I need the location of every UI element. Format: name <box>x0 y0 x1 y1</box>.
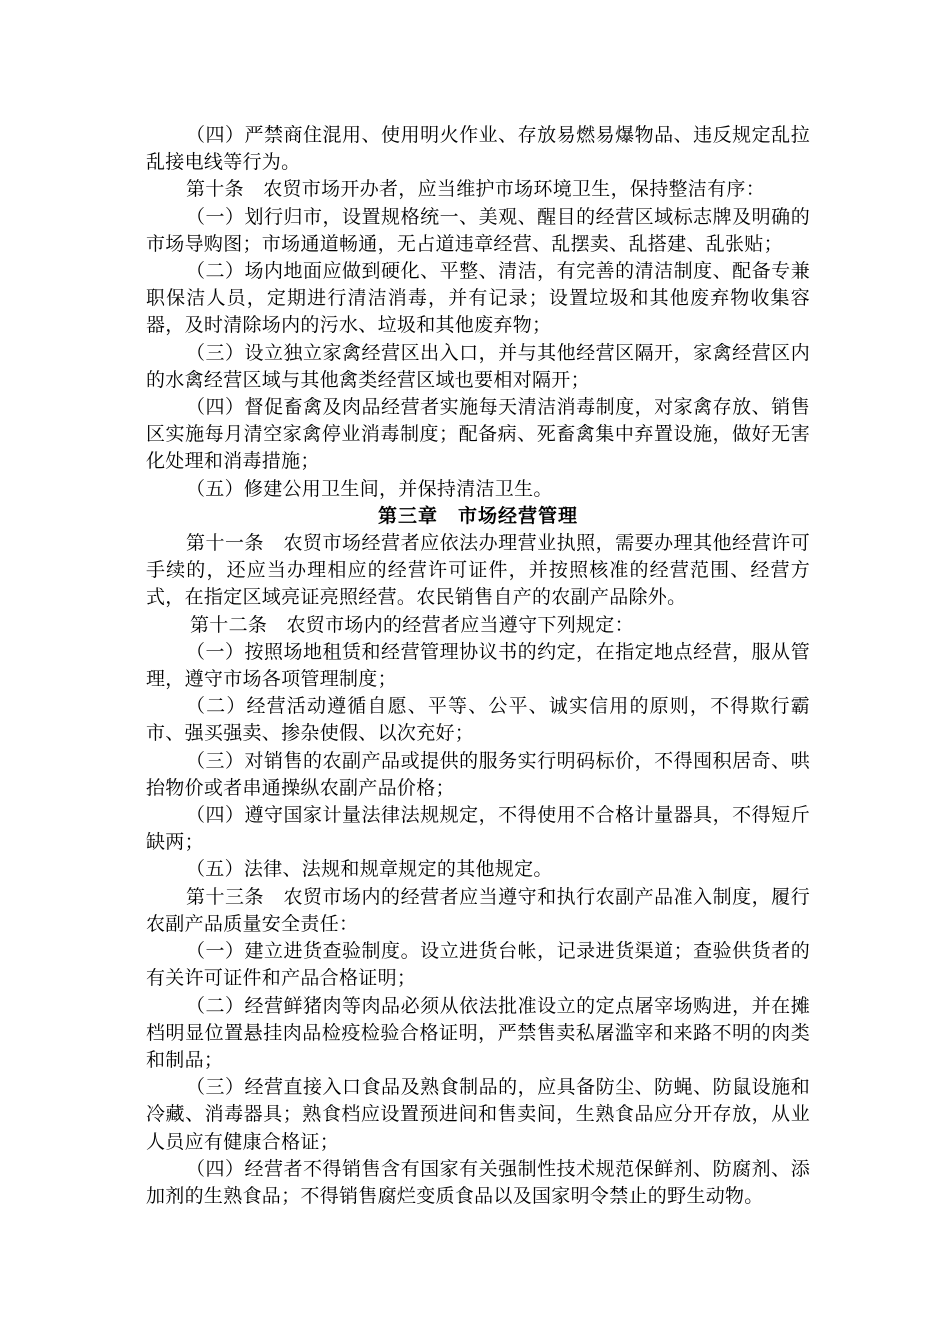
chapter-3-title: 第三章 市场经营管理 <box>377 504 578 527</box>
article-11: 第十一条 农贸市场经营者应依法办理营业执照，需要办理其他经营许可手续的，还应当办理相应的经营许可证件，并按照核准的经营范围、经营方式，在指定区域亮证亮照经营。农民销售自产的农副产品除外。 <box>146 532 810 609</box>
article-12-item-1: （一）按照场地租赁和经营管理协议书的约定，在指定地点经营，服从管理，遵守市场各项管理制度； <box>146 640 810 691</box>
article-10: 第十条 农贸市场开办者，应当维护市场环境卫生，保持整洁有序： <box>186 178 766 201</box>
article-10-item-4: （四）督促畜禽及肉品经营者实施每天清洁消毒制度，对家禽存放、销售区实施每月清空家禽停业消毒制度；配备病、死畜禽集中弃置设施，做好无害化处理和消毒措施； <box>146 396 810 473</box>
article-13-item-3: （三）经营直接入口食品及熟食制品的，应具备防尘、防蝇、防鼠设施和冷藏、消毒器具；熟食档应设置预进间和售卖间，生熟食品应分开存放，从业人员应有健康合格证； <box>146 1076 810 1153</box>
article-10-item-1: （一）划行归市，设置规格统一、美观、醒目的经营区域标志牌及明确的市场导购图；市场通道畅通，无占道违章经营、乱摆卖、乱搭建、乱张贴； <box>146 205 810 255</box>
article-13-item-2: （二）经营鲜猪肉等肉品必须从依法批准设立的定点屠宰场购进，并在摊档明显位置悬挂肉品检疫检验合格证明，严禁售卖私屠滥宰和来路不明的肉类和制品； <box>146 994 810 1071</box>
article-12: 第十二条 农贸市场内的经营者应当遵守下列规定： <box>190 613 634 636</box>
article-10-item-3: （三）设立独立家禽经营区出入口，并与其他经营区隔开，家禽经营区内的水禽经营区域与其他禽类经营区域也要相对隔开； <box>146 341 810 391</box>
document-body <box>146 122 810 1210</box>
article-12-item-4: （四）遵守国家计量法律法规规定，不得使用不合格计量器具，不得短斤缺两； <box>146 804 810 854</box>
article-10-item-2: （二）场内地面应做到硬化、平整、清洁，有完善的清洁制度、配备专兼职保洁人员，定期进行清洁消毒，并有记录；设置垃圾和其他废弃物收集容器，及时清除场内的污水、垃圾和其他废弃物； <box>146 260 810 337</box>
clause-4-mixed-use: （四）严禁商住混用、使用明火作业、存放易燃易爆物品、违反规定乱拉乱接电线等行为。 <box>146 124 810 174</box>
article-10-item-5: （五）修建公用卫生间，并保持清洁卫生。 <box>186 477 553 500</box>
article-13-item-1: （一）建立进货查验制度。设立进货台帐，记录进货渠道；查验供货者的有关许可证件和产品合格证明； <box>146 940 810 990</box>
article-12-item-5: （五）法律、法规和规章规定的其他规定。 <box>186 858 553 881</box>
article-12-item-3: （三）对销售的农副产品或提供的服务实行明码标价，不得囤积居奇、哄抬物价或者串通操纵农副产品价格； <box>146 749 810 799</box>
article-12-item-2: （二）经营活动遵循自愿、平等、公平、诚实信用的原则，不得欺行霸市、强买强卖、掺杂使假、以次充好； <box>146 695 810 745</box>
article-13-item-4: （四）经营者不得销售含有国家有关强制性技术规范保鲜剂、防腐剂、添加剂的生熟食品；不得销售腐烂变质食品以及国家明令禁止的野生动物。 <box>146 1157 810 1207</box>
article-13: 第十三条 农贸市场内的经营者应当遵守和执行农副产品准入制度，履行农副产品质量安全责任： <box>146 885 810 935</box>
